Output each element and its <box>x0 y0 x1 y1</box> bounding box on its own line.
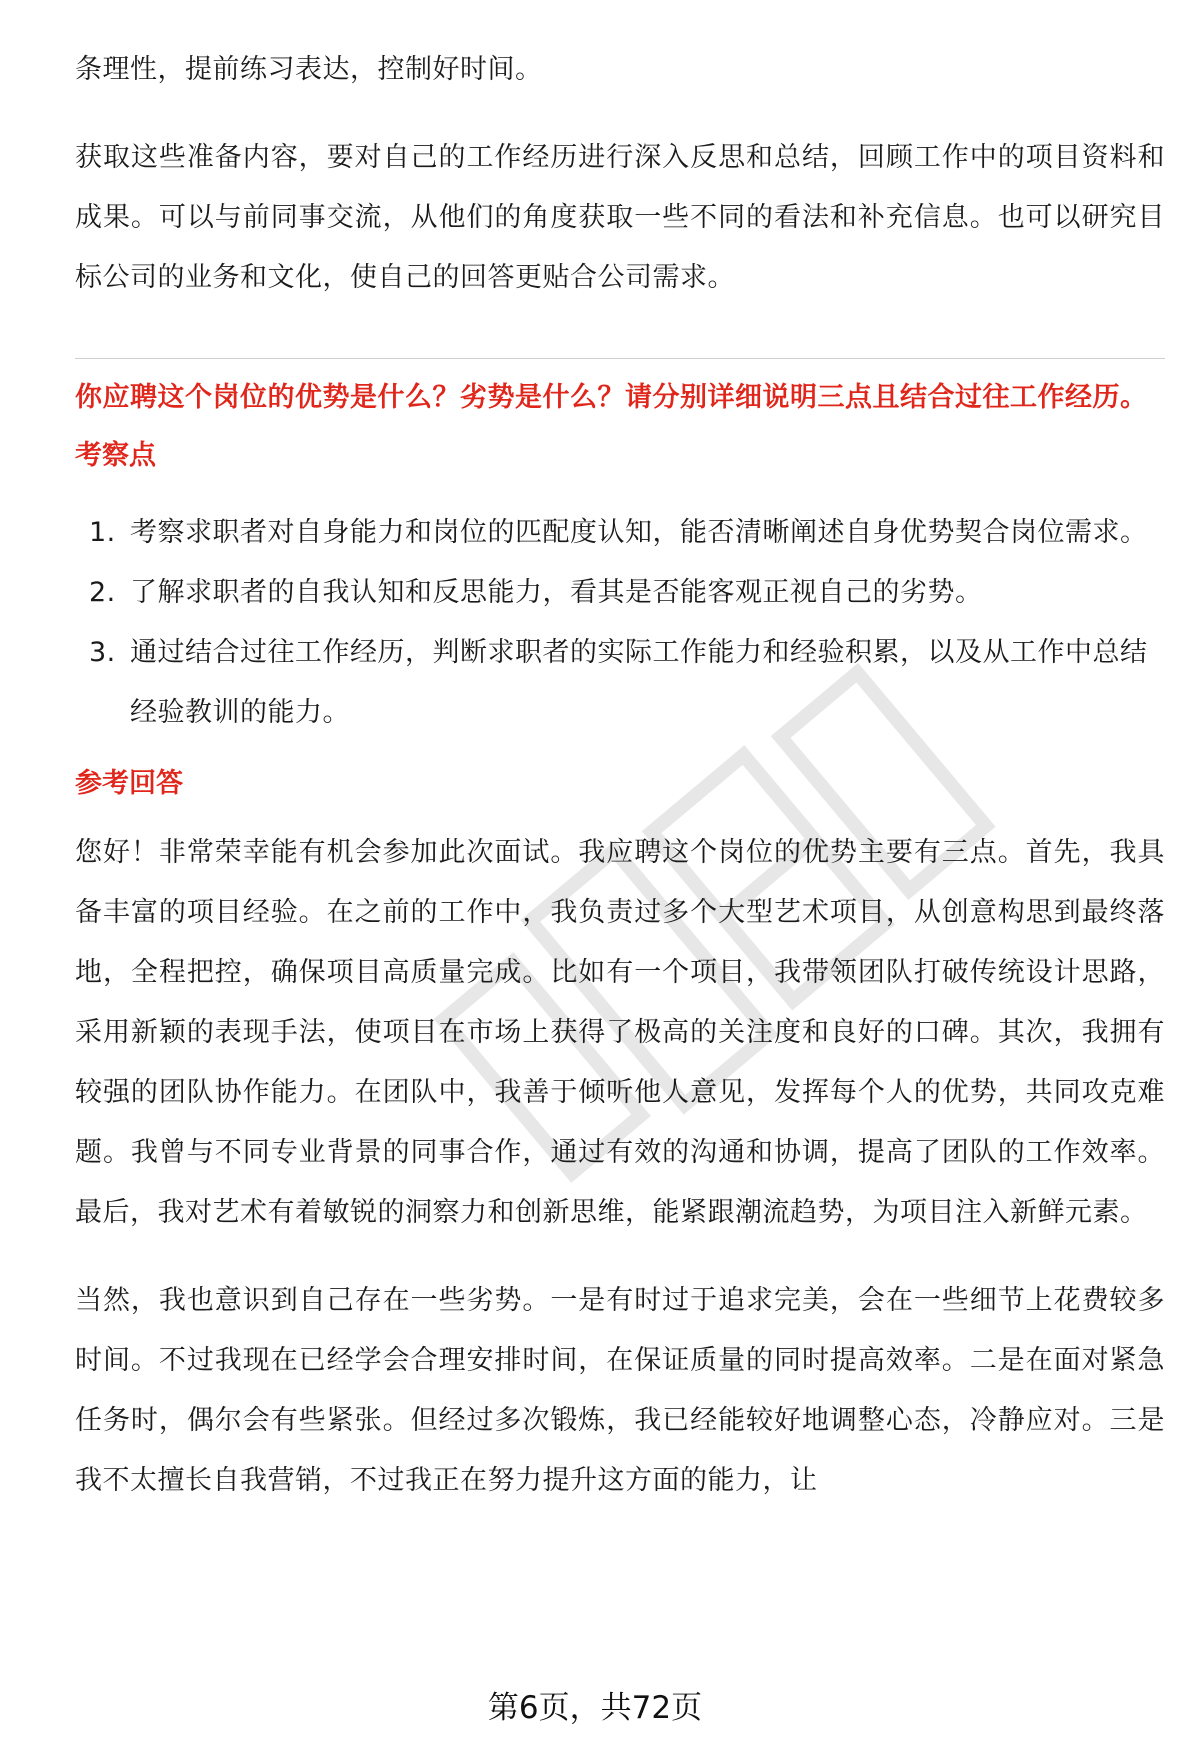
reference-answer-heading: 参考回答 <box>75 768 183 799</box>
assessment-points-list <box>75 503 1165 743</box>
answer-paragraph-1: 您好！非常荣幸能有机会参加此次面试。我应聘这个岗位的优势主要有三点。首先，我具备丰富的项目经验。在之前的工作中，我负责过多个大型艺术项目，从创意构思到最终落地，全程把控，确保项目高质量完成。比如有一个项目，我带领团队打破传统设计思路，采用新颖的表现手法，使项目在市场上获得了极高的关注度和良好的口碑。其次，我拥有较强的团队协作能力。在团队中，我善于倾听他人意见，发挥每个人的优势，共同攻克难题。我曾与不同专业背景的同事合作，通过有效的沟通和协调，提高了团队的工作效率。最后，我对艺术有着敏锐的洞察力和创新思维，能紧跟潮流趋势，为项目注入新鲜元素。 <box>75 837 1165 1228</box>
assessment-heading: 考察点 <box>75 440 156 471</box>
list-item-number: 3. <box>89 637 116 668</box>
list-item-number: 1. <box>89 517 116 548</box>
intro-paragraph-1: 条理性，提前练习表达，控制好时间。 <box>75 54 543 85</box>
question-title: 你应聘这个岗位的优势是什么？劣势是什么？请分别详细说明三点且结合过往工作经历。 <box>75 382 1148 413</box>
list-item-text: 通过结合过往工作经历，判断求职者的实际工作能力和经验积累，以及从工作中总结经验教训的能力。 <box>130 637 1148 728</box>
answer-paragraph-2: 当然，我也意识到自己存在一些劣势。一是有时过于追求完美，会在一些细节上花费较多时间。不过我现在已经学会合理安排时间，在保证质量的同时提高效率。二是在面对紧急任务时，偶尔会有些紧张。但经过多次锻炼，我已经能较好地调整心态，冷静应对。三是我不太擅长自我营销，不过我正在努力提升这方面的能力，让 <box>75 1285 1165 1496</box>
section-divider <box>75 358 1165 359</box>
list-item <box>75 503 1165 563</box>
list-item-text: 了解求职者的自我认知和反思能力，看其是否能客观正视自己的劣势。 <box>130 577 983 608</box>
list-item-text: 考察求职者对自身能力和岗位的匹配度认知，能否清晰阐述自身优势契合岗位需求。 <box>130 517 1148 548</box>
reference-answer-body <box>75 823 1165 1511</box>
list-item <box>75 623 1165 743</box>
list-item-number: 2. <box>89 577 116 608</box>
list-item <box>75 563 1165 623</box>
intro-paragraph-2: 获取这些准备内容，要对自己的工作经历进行深入反思和总结，回顾工作中的项目资料和成果。可以与前同事交流，从他们的角度获取一些不同的看法和补充信息。也可以研究目标公司的业务和文化，使自己的回答更贴合公司需求。 <box>75 142 1165 293</box>
page-number-footer: 第6页，共72页 <box>487 1690 703 1726</box>
document-page <box>75 40 1165 1511</box>
